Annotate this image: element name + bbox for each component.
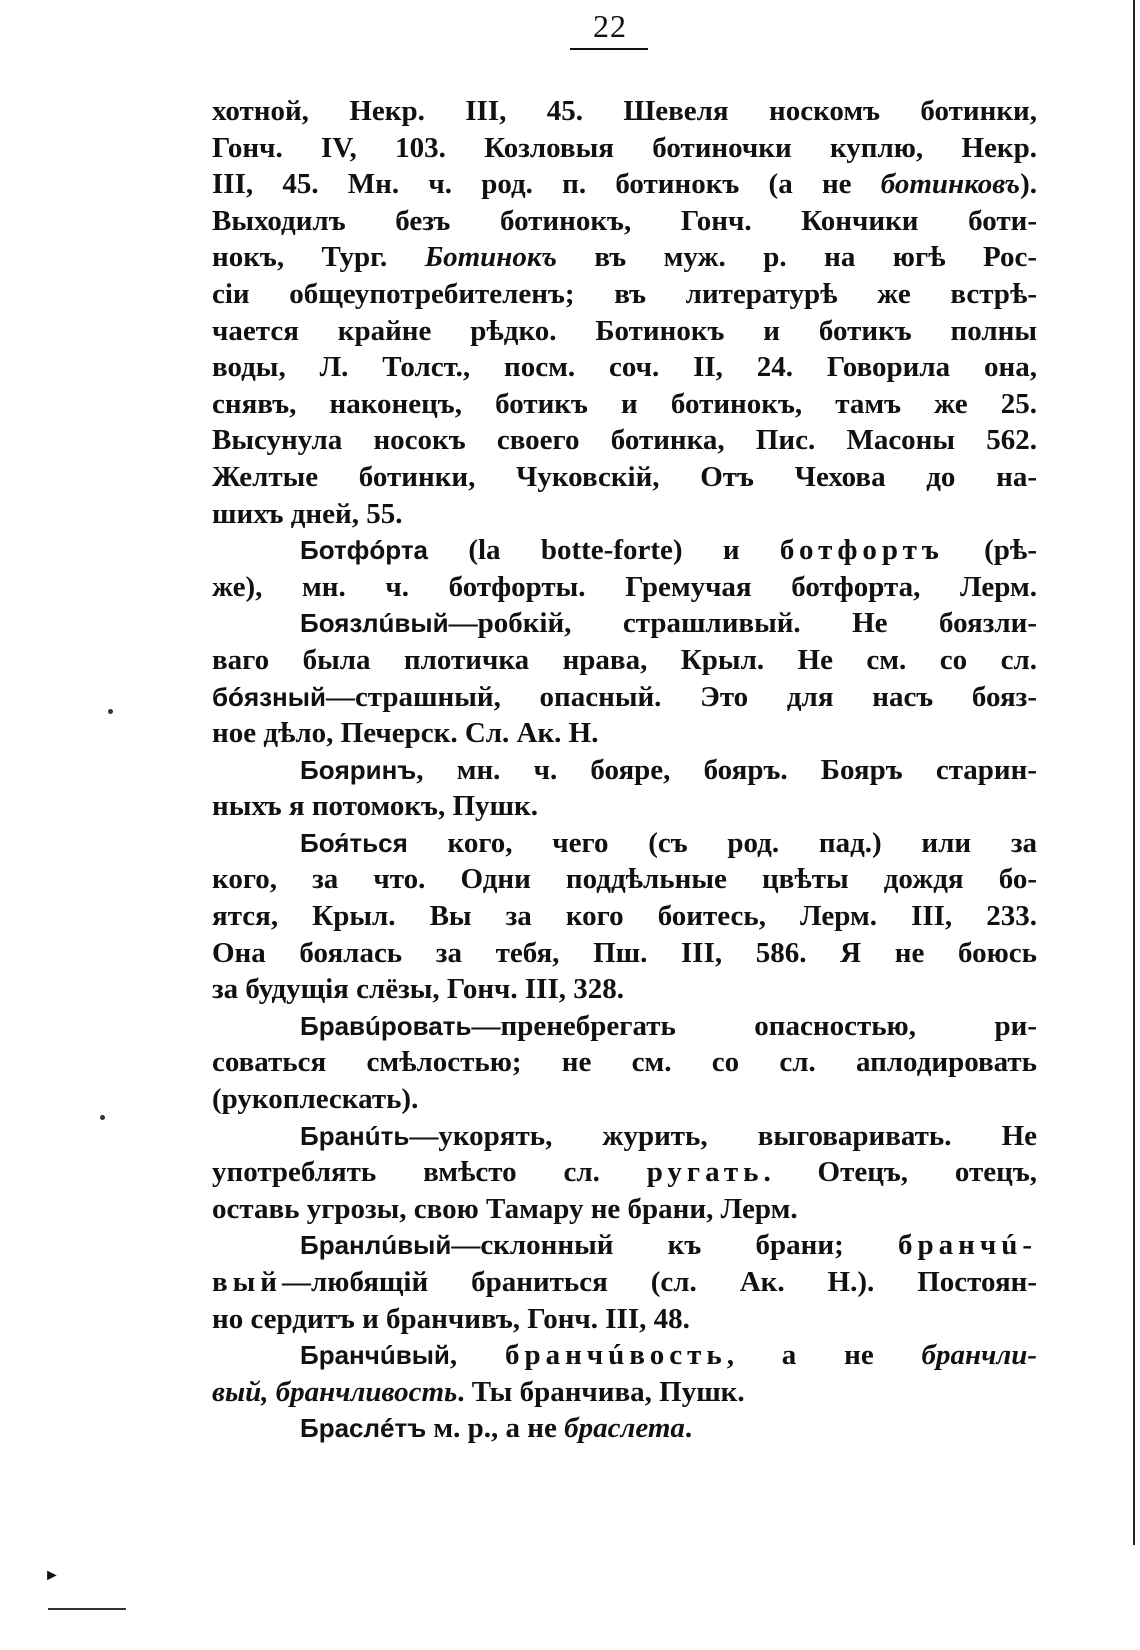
text-line xyxy=(212,898,1037,935)
text-segment: ботфортъ xyxy=(779,534,944,567)
text-line xyxy=(212,642,1037,679)
text-segment: нокъ, Тург. xyxy=(212,241,425,274)
text-segment: чается крайне рѣдко. Ботинокъ и ботикъ полны xyxy=(212,314,1037,347)
text-segment: но сердитъ и бранчивъ, Гонч. III, 48. xyxy=(212,1302,690,1335)
text-segment: же), мн. ч. ботфорты. Гремучая ботфорта, Лерм. xyxy=(212,570,1037,603)
text-segment: оставь угрозы, свою Тамару не брани, Лерм. xyxy=(212,1192,798,1225)
text-line xyxy=(212,1301,1037,1338)
text-line xyxy=(212,276,1037,313)
text-segment: Ботинокъ xyxy=(424,241,557,274)
text-segment: кого, за что. Одни поддѣльные цвѣты дождя бо- xyxy=(212,863,1037,896)
corner-arrow-mark: ► xyxy=(44,1567,60,1584)
text-segment: м. р., а не xyxy=(426,1412,565,1445)
text-line xyxy=(212,935,1037,972)
text-segment: кого, чего (съ род. пад.) или за xyxy=(407,826,1037,859)
entry-headword: Бравúровать xyxy=(300,1010,472,1041)
text-line xyxy=(212,496,1037,533)
text-segment: бранчли- xyxy=(921,1339,1037,1372)
text-segment: въ муж. р. на югѣ Рос- xyxy=(556,241,1037,274)
entry-headword: Бoяринъ xyxy=(300,754,417,785)
entry-headword: Боязлúвый xyxy=(300,608,449,639)
text-segment: —страшный, опасный. Это для насъ бояз- xyxy=(325,680,1037,713)
text-segment: (рѣ- xyxy=(943,534,1037,567)
text-segment: Выходилъ безъ ботинокъ, Гонч. Кончики боти- xyxy=(212,204,1037,237)
text-line xyxy=(212,313,1037,350)
text-line xyxy=(212,1118,1037,1155)
text-line xyxy=(212,239,1037,276)
dictionary-text-block xyxy=(212,93,1037,1447)
page-edge-line xyxy=(1133,0,1135,1545)
text-segment: вый xyxy=(212,1266,283,1298)
text-line xyxy=(212,130,1037,167)
text-segment: . Ты бранчива, Пушк. xyxy=(457,1375,745,1408)
text-segment: ботинковъ xyxy=(880,168,1021,201)
text-line xyxy=(212,349,1037,386)
text-line xyxy=(212,605,1037,642)
text-segment: бранчúвость xyxy=(504,1339,727,1372)
text-line xyxy=(212,861,1037,898)
text-line xyxy=(212,422,1037,459)
text-line xyxy=(212,1154,1037,1191)
text-segment: бранчú- xyxy=(898,1229,1037,1262)
text-segment: (рукоплескать). xyxy=(212,1083,419,1116)
page-number-rule xyxy=(570,48,648,50)
text-segment: Она боялась за тебя, Пш. III, 586. Я не боюсь xyxy=(212,936,1037,969)
text-segment: —любящій браниться (сл. Ак. Н.). Постоян- xyxy=(282,1266,1037,1298)
text-segment: —робкій, страшливый. Не боязли- xyxy=(448,607,1037,640)
text-segment: хотной, Некр. III, 45. Шевеля носкомъ ботинки, xyxy=(212,95,1037,127)
text-segment: , мн. ч. бояре, бояръ. Бояръ старин- xyxy=(416,753,1037,786)
text-line xyxy=(212,971,1037,1008)
text-line xyxy=(212,93,1037,130)
text-segment: , а не xyxy=(726,1339,922,1372)
text-line xyxy=(212,1337,1037,1374)
margin-dot xyxy=(100,1115,105,1120)
text-line xyxy=(212,1044,1037,1081)
text-segment: ваго была плотичка нрава, Крыл. Не см. со сл. xyxy=(212,643,1037,676)
text-segment: ятся, Крыл. Вы за кого боитесь, Лерм. III, 233. xyxy=(212,900,1037,933)
text-line xyxy=(212,1191,1037,1228)
text-line xyxy=(212,1374,1037,1411)
entry-headword: Ботфóрта xyxy=(300,535,429,566)
text-segment: . xyxy=(684,1412,693,1445)
text-segment: воды, Л. Толст., посм. соч. II, 24. Говорила она, xyxy=(212,351,1037,384)
text-line xyxy=(212,752,1037,789)
text-segment: , xyxy=(449,1339,505,1372)
text-line xyxy=(212,679,1037,716)
text-segment: сіи общеупотребителенъ; въ литературѣ же встрѣ- xyxy=(212,277,1037,310)
text-segment: —пренебрегать опасностью, ри- xyxy=(471,1009,1037,1042)
entry-headword: Боя́ться xyxy=(300,827,408,858)
text-line xyxy=(212,203,1037,240)
text-line xyxy=(212,1081,1037,1118)
text-segment: —укорять, журить, выговаривать. Не xyxy=(409,1119,1037,1152)
text-line xyxy=(212,715,1037,752)
text-segment: —склонный къ брани; xyxy=(451,1229,899,1262)
corner-rule xyxy=(48,1608,126,1610)
entry-headword: Бранчúвый xyxy=(300,1340,450,1371)
text-segment: ное дѣло, Печерск. Сл. Ак. Н. xyxy=(212,717,599,750)
text-line xyxy=(212,532,1037,569)
text-segment: Желтые ботинки, Чуковскій, Отъ Чехова до на- xyxy=(212,460,1037,493)
text-line xyxy=(212,386,1037,423)
margin-dot xyxy=(108,709,113,714)
text-segment: ). xyxy=(1020,168,1037,201)
text-segment: вый, бранчливость xyxy=(212,1375,458,1408)
text-line xyxy=(212,825,1037,862)
text-segment: Высунула носокъ своего ботинка, Пис. Масоны 562. xyxy=(212,424,1037,457)
page-number: 22 xyxy=(593,8,627,44)
text-segment: за будущія слёзы, Гонч. III, 328. xyxy=(212,973,625,1006)
text-line xyxy=(212,1410,1037,1447)
entry-headword: бóязный xyxy=(212,681,326,712)
text-segment: (la botte-forte) и xyxy=(428,534,780,567)
text-line xyxy=(212,1008,1037,1045)
text-segment: снявъ, наконецъ, ботикъ и ботинокъ, тамъ же 25. xyxy=(212,387,1037,420)
text-line xyxy=(212,1227,1037,1264)
entry-headword: Бранлúвый xyxy=(300,1230,452,1261)
text-line xyxy=(212,459,1037,496)
text-segment: ныхъ я потомокъ, Пушк. xyxy=(212,790,538,823)
text-segment: употреблять вмѣсто сл. xyxy=(212,1156,647,1189)
entry-headword: Браслéтъ xyxy=(300,1413,427,1444)
entry-headword: Бранúть xyxy=(300,1120,410,1151)
text-segment: шихъ дней, 55. xyxy=(212,497,403,530)
text-segment: . Отецъ, отецъ, xyxy=(763,1156,1037,1189)
text-segment: браслета xyxy=(564,1412,685,1445)
text-line xyxy=(212,788,1037,825)
text-line xyxy=(212,569,1037,606)
text-segment: III, 45. Мн. ч. род. п. ботинокъ (а не xyxy=(212,168,881,201)
text-line xyxy=(212,1264,1037,1301)
text-segment: соваться смѣлостью; не см. со сл. аплодировать xyxy=(212,1046,1037,1079)
text-segment: Гонч. IV, 103. Козловыя ботиночки куплю, Некр. xyxy=(212,131,1037,164)
text-segment: ругать xyxy=(646,1156,764,1189)
text-line xyxy=(212,166,1037,203)
